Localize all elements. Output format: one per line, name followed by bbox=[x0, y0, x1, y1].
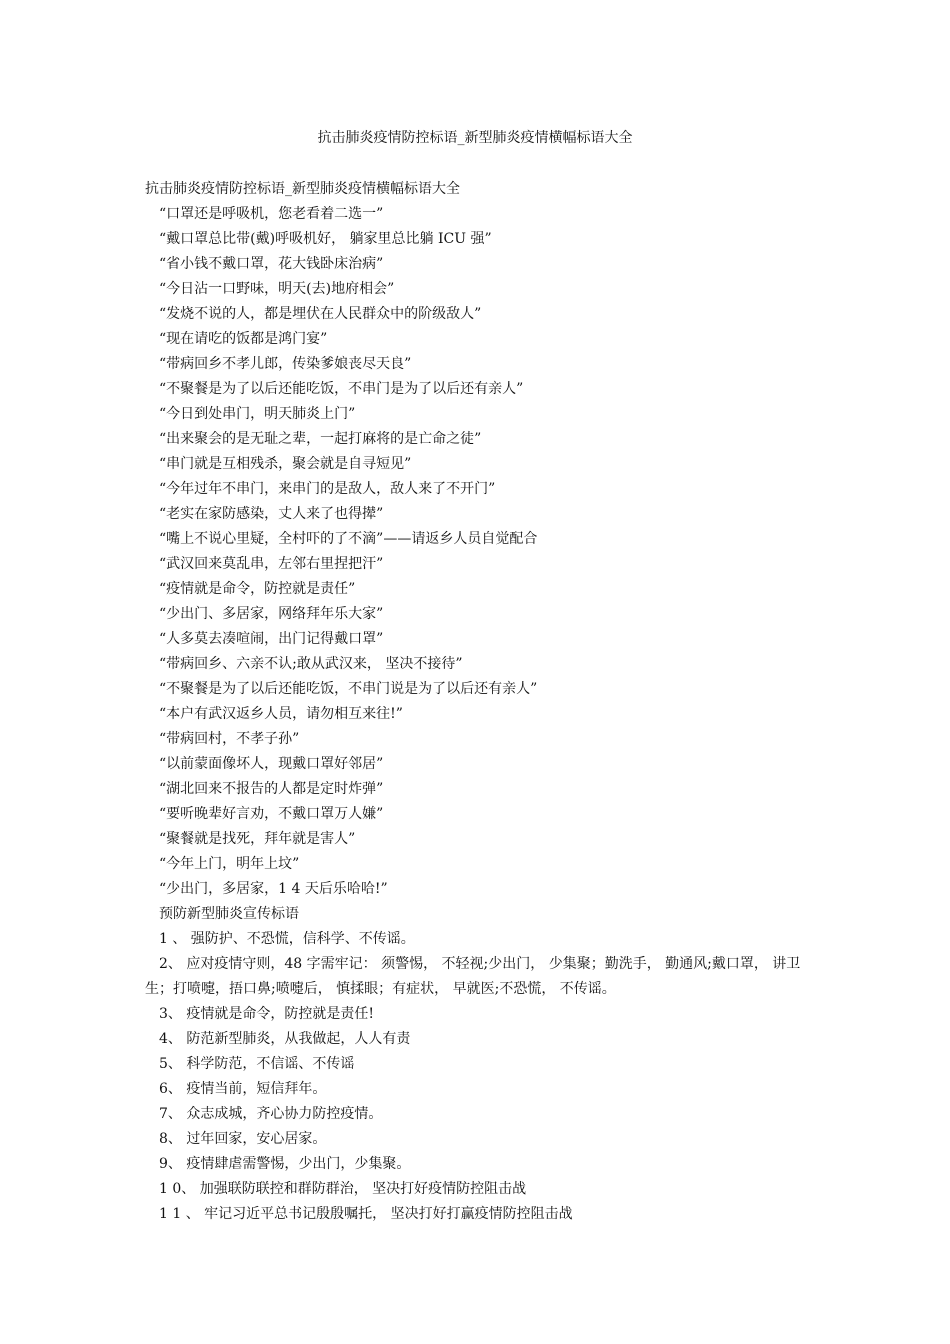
slogan-item: “湖北回来不报告的人都是定时炸弹” bbox=[159, 781, 384, 797]
slogan-item: “带病回乡不孝儿郎，传染爹娘丧尽天良” bbox=[159, 356, 412, 372]
slogan-item: “现在请吃的饭都是鸿门宴” bbox=[159, 331, 328, 347]
document-heading: 抗击肺炎疫情防控标语_新型肺炎疫情横幅标语大全 bbox=[145, 181, 460, 197]
numbered-item: 4、 防范新型肺炎，从我做起，人人有责 bbox=[159, 1031, 411, 1047]
page-title: 抗击肺炎疫情防控标语_新型肺炎疫情横幅标语大全 bbox=[317, 130, 633, 146]
slogan-item: “不聚餐是为了以后还能吃饭，不串门说是为了以后还有亲人” bbox=[159, 681, 538, 697]
slogan-item: “不聚餐是为了以后还能吃饭，不串门是为了以后还有亲人” bbox=[159, 381, 524, 397]
numbered-item: 7、 众志成城，齐心协力防控疫情。 bbox=[159, 1106, 383, 1122]
section-heading: 预防新型肺炎宣传标语 bbox=[159, 906, 299, 922]
slogan-item: “本户有武汉返乡人员，请勿相互来往!” bbox=[159, 706, 403, 722]
slogan-item: “嘴上不说心里疑，全村吓的了不滴”——请返乡人员自觉配合 bbox=[159, 531, 538, 547]
slogan-item: “聚餐就是找死，拜年就是害人” bbox=[159, 831, 356, 847]
slogan-item: “今年上门，明年上坟” bbox=[159, 856, 300, 872]
slogan-item: “出来聚会的是无耻之辈，一起打麻将的是亡命之徒” bbox=[159, 431, 482, 447]
slogan-item: “戴口罩总比带(戴)呼吸机好， 躺家里总比躺 ICU 强” bbox=[159, 231, 492, 247]
slogan-item: “要听晚辈好言劝，不戴口罩万人嫌” bbox=[159, 806, 384, 822]
numbered-item: 1 0、 加强联防联控和群防群治， 坚决打好疫情防控阻击战 bbox=[159, 1181, 527, 1197]
numbered-item: 2、 应对疫情守则，48 字需牢记： 须警惕， 不轻视;少出门， 少集聚；勤洗手， 勤通风;戴口罩， 讲卫生；打喷嚏，捂口鼻;喷嚏后， 慎揉眼；有症状， 早就医;不恐慌， 不传谣。 bbox=[145, 956, 801, 997]
numbered-item: 6、 疫情当前，短信拜年。 bbox=[159, 1081, 327, 1097]
slogan-item: “老实在家防感染，丈人来了也得撵” bbox=[159, 506, 384, 522]
slogan-item: “人多莫去凑喧闹，出门记得戴口罩” bbox=[159, 631, 384, 647]
slogan-item: “今年过年不串门，来串门的是敌人，敌人来了不开门” bbox=[159, 481, 496, 497]
document-body bbox=[145, 177, 810, 1227]
slogan-item: “今日沾一口野味，明天(去)地府相会” bbox=[159, 281, 395, 297]
numbered-item: 1 、 强防护、不恐慌，信科学、不传谣。 bbox=[159, 931, 415, 947]
slogan-item: “疫情就是命令，防控就是责任” bbox=[159, 581, 356, 597]
slogan-item: “少出门，多居家，1 4 天后乐哈哈!” bbox=[159, 881, 388, 897]
slogan-item: “带病回村，不孝子孙” bbox=[159, 731, 300, 747]
slogan-item: “串门就是互相残杀，聚会就是自寻短见” bbox=[159, 456, 412, 472]
slogan-item: “武汉回来莫乱串，左邻右里捏把汗” bbox=[159, 556, 384, 572]
numbered-item: 8、 过年回家，安心居家。 bbox=[159, 1131, 327, 1147]
slogan-item: “以前蒙面像坏人，现戴口罩好邻居” bbox=[159, 756, 384, 772]
slogan-item: “发烧不说的人，都是埋伏在人民群众中的阶级敌人” bbox=[159, 306, 482, 322]
slogan-item: “今日到处串门，明天肺炎上门” bbox=[159, 406, 356, 422]
slogan-item: “带病回乡、六亲不认;敢从武汉来， 坚决不接待” bbox=[159, 656, 463, 672]
slogan-item: “少出门、多居家，网络拜年乐大家” bbox=[159, 606, 384, 622]
numbered-item: 1 1 、 牢记习近平总书记殷殷嘱托， 坚决打好打赢疫情防控阻击战 bbox=[159, 1206, 573, 1222]
slogan-item: “口罩还是呼吸机，您老看着二选一” bbox=[159, 206, 384, 222]
numbered-item: 9、 疫情肆虐需警惕，少出门，少集聚。 bbox=[159, 1156, 411, 1172]
slogan-item: “省小钱不戴口罩，花大钱卧床治病” bbox=[159, 256, 384, 272]
numbered-item: 5、 科学防范，不信谣、不传谣 bbox=[159, 1056, 355, 1072]
numbered-item: 3、 疫情就是命令，防控就是责任! bbox=[159, 1006, 374, 1022]
